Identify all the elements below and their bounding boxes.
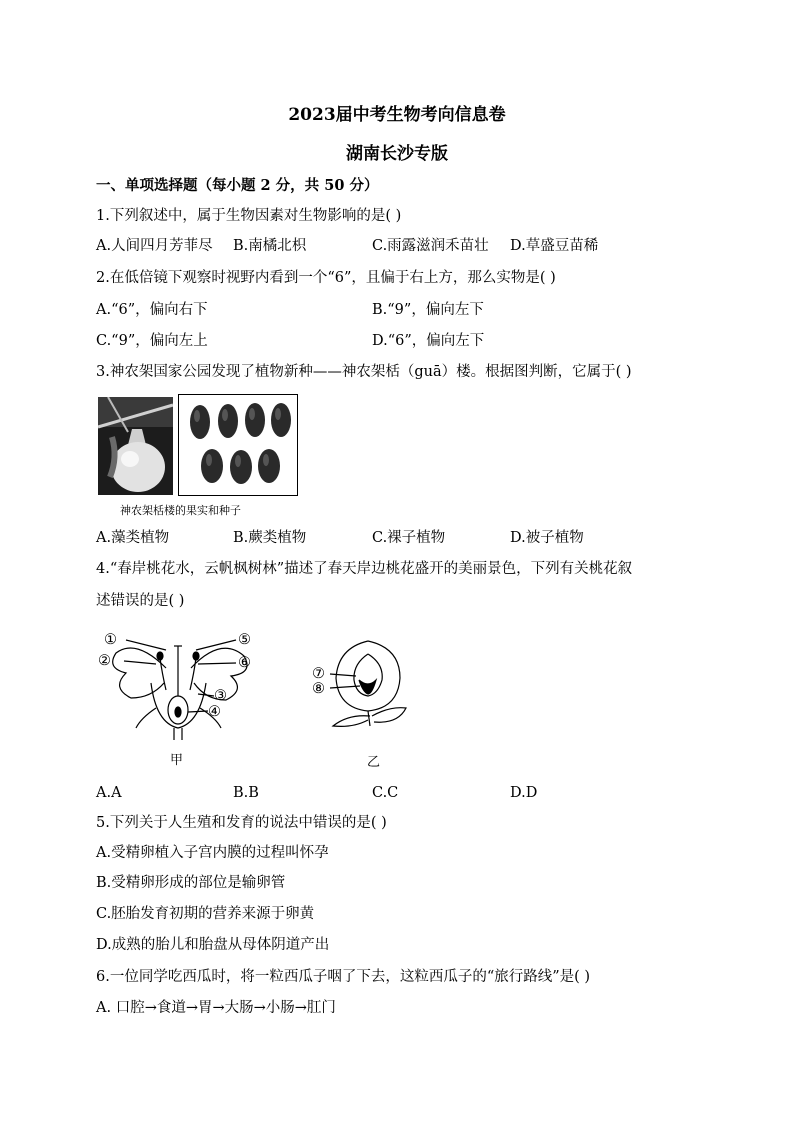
q4-stem-line1: 4.“春岸桃花水，云帆枫树林”描述了春天岸边桃花盛开的美丽景色，下列有关桃花叙 [96, 561, 633, 577]
q2-option-d: D.“6”，偏向左下 [372, 333, 485, 349]
q1-option-b: B.南橘北枳 [233, 238, 307, 254]
flower-label-2: ② [98, 653, 111, 669]
flower-label-3: ③ [214, 688, 227, 704]
q3-option-a: A.藻类植物 [96, 530, 170, 546]
q3-option-d: D.被子植物 [510, 530, 584, 546]
q5-option-d: D.成熟的胎儿和胎盘从母体阴道产出 [96, 937, 330, 953]
q5-stem: 5.下列关于人生殖和发育的说法中错误的是( ) [96, 815, 387, 831]
flower-label-1: ① [104, 632, 117, 648]
q5-option-a: A.受精卵植入子宫内膜的过程叫怀孕 [96, 845, 329, 861]
flower-label-6: ⑥ [238, 655, 251, 671]
page-title: 2023届中考生物考向信息卷 [288, 105, 506, 125]
fruit-label-7: ⑦ [312, 666, 325, 682]
figure-label-jia: 甲 [170, 753, 184, 768]
q4-option-a: A.A [96, 785, 122, 801]
q2-option-a: A.“6”，偏向右下 [96, 302, 208, 318]
q6-stem: 6.一位同学吃西瓜时，将一粒西瓜子咽了下去，这粒西瓜子的“旅行路线”是( ) [96, 969, 591, 985]
q2-stem: 2.在低倍镜下观察时视野内看到一个“6”，且偏于右上方，那么实物是( ) [96, 270, 556, 286]
figure-label-yi: 乙 [367, 755, 381, 770]
section-heading: 一、单项选择题（每小题 2 分，共 50 分） [96, 177, 379, 194]
page-subtitle: 湖南长沙专版 [346, 144, 448, 164]
q3-stem: 3.神农架国家公园发现了植物新种——神农架栝（guā）楼。根据图判断，它属于( ) [96, 364, 632, 380]
q5-option-c: C.胚胎发育初期的营养来源于卵黄 [96, 906, 315, 922]
q1-option-a: A.人间四月芳菲尽 [96, 238, 213, 254]
q1-stem: 1.下列叙述中，属于生物因素对生物影响的是( ) [96, 208, 402, 224]
q3-option-b: B.蕨类植物 [233, 530, 307, 546]
fruit-photo [98, 397, 173, 495]
seeds-photo [178, 394, 298, 496]
q5-option-b: B.受精卵形成的部位是输卵管 [96, 875, 286, 891]
q1-option-c: C.雨露滋润禾苗壮 [372, 238, 489, 254]
flower-label-5: ⑤ [238, 632, 251, 648]
q1-option-d: D.草盛豆苗稀 [510, 238, 599, 254]
q3-caption: 神农架栝楼的果实和种子 [120, 504, 241, 517]
q2-option-c: C.“9”，偏向左上 [96, 333, 208, 349]
q6-option-a: A. 口腔→食道→胃→大肠→小肠→肛门 [96, 1000, 336, 1016]
q4-stem-line2: 述错误的是( ) [96, 593, 185, 609]
q2-option-b: B.“9”，偏向左下 [372, 302, 484, 318]
q4-option-c: C.C [372, 785, 399, 801]
fruit-label-8: ⑧ [312, 681, 325, 697]
peach-fruit-diagram [328, 636, 410, 728]
q4-option-d: D.D [510, 785, 538, 801]
flower-label-4: ④ [208, 704, 221, 720]
q4-option-b: B.B [233, 785, 259, 801]
q3-option-c: C.裸子植物 [372, 530, 446, 546]
